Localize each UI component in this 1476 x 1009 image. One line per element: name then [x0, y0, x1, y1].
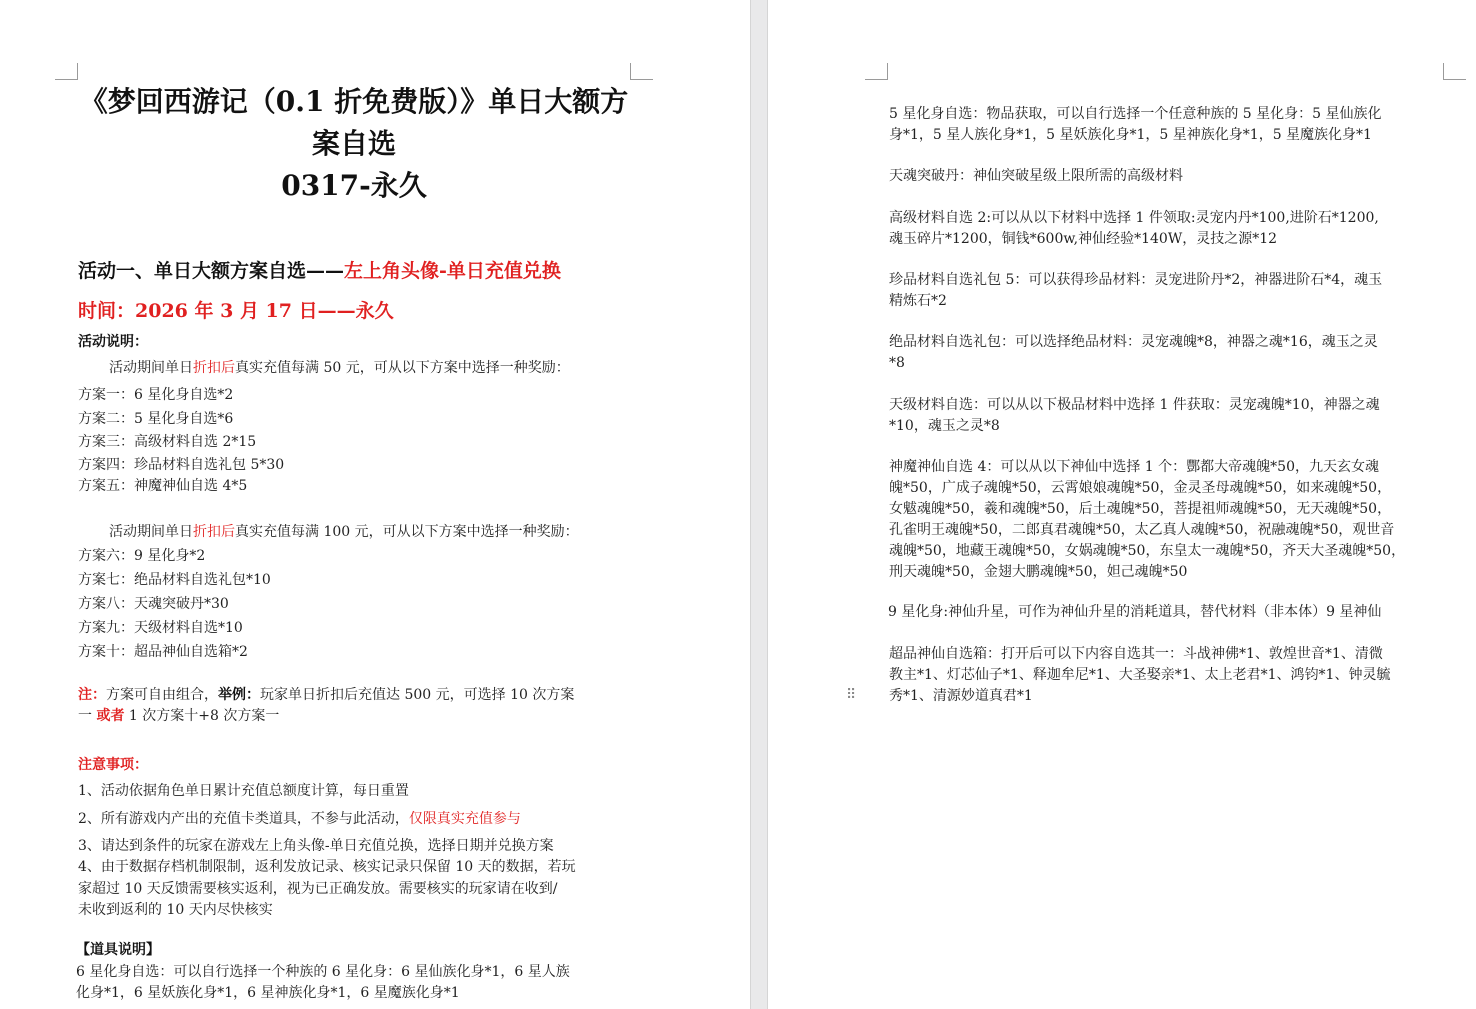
page-gutter	[750, 0, 768, 1009]
intro-50-b: 真实充值每满 50 元，可从以下方案中选择一种奖励：	[235, 360, 570, 376]
plan-item: 方案五：神魔神仙自选 4*5	[78, 478, 248, 494]
item-desc-cont: 化身*1，6 星妖族化身*1，6 星神族化身*1，6 星魔族化身*1	[76, 985, 460, 1001]
rule-item: 1、活动依据角色单日累计充值总额度计算，每日重置	[78, 783, 409, 799]
intro-100-b: 真实充值每满 100 元，可从以下方案中选择一种奖励：	[235, 524, 579, 540]
item-desc: 6 星化身自选：可以自行选择一个种族的 6 星化身：6 星仙族化身*1，6 星人族	[76, 964, 570, 980]
activity-time: 时间：2026 年 3 月 17 日——永久	[78, 300, 394, 322]
item-desc-cont: 魂玉碎片*1200，铜钱*600w,神仙经验*140W，灵技之源*12	[889, 231, 1278, 247]
plan-item: 方案二：5 星化身自选*6	[78, 411, 234, 427]
item-desc-cont: *8	[889, 355, 905, 371]
item-desc: 绝品材料自选礼包：可以选择绝品材料：灵宠魂魄*8，神器之魂*16，魂玉之灵	[889, 334, 1378, 350]
note-c2: 1 次方案十+8 次方案一	[124, 708, 280, 724]
crop-mark-top-left	[865, 63, 888, 80]
note-c1: 一	[78, 708, 97, 724]
activity-desc-label: 活动说明：	[78, 334, 148, 350]
rule-item	[78, 809, 521, 829]
plan-item: 方案八：天魂突破丹*30	[78, 596, 229, 612]
note-or: 或者	[96, 708, 125, 724]
intro-50-a: 活动期间单日	[109, 360, 193, 376]
note-label: 注：	[78, 687, 106, 703]
item-desc-cont: 魂魄*50，地藏王魂魄*50，女娲魂魄*50，东皇太一魂魄*50，齐天大圣魂魄*50，	[889, 543, 1406, 559]
rule-item-cont: 未收到返利的 10 天内尽快核实	[78, 902, 273, 918]
note-b: 玩家单日折扣后充值达 500 元，可选择 10 次方案	[260, 687, 575, 703]
doc-title-line-1: 《梦回西游记（0.1 折免费版）》单日大额方	[79, 85, 629, 118]
item-desc-cont: *10，魂玉之灵*8	[889, 418, 1000, 434]
attention-label: 注意事项：	[78, 757, 148, 773]
intro-100	[109, 522, 579, 542]
crop-mark-top-right	[1443, 63, 1466, 80]
doc-title-line-3: 0317-永久	[281, 169, 427, 202]
item-desc: 5 星化身自选：物品获取，可以自行选择一个任意种族的 5 星化身：5 星仙族化	[889, 106, 1382, 122]
note-a: 方案可自由组合，	[106, 687, 218, 703]
item-desc-cont: 孔雀明王魂魄*50，二郎真君魂魄*50，太乙真人魂魄*50，祝融魂魄*50，观世音	[889, 522, 1395, 538]
plan-item: 方案七：绝品材料自选礼包*10	[78, 572, 271, 588]
plan-item: 方案四：珍品材料自选礼包 5*30	[78, 457, 285, 473]
item-desc: 超品神仙自选箱：打开后可以下内容自选其一：斗战神佛*1、敦煌世音*1、清微	[889, 646, 1383, 662]
crop-mark-top-left	[55, 63, 78, 80]
item-desc: 9 星化身:神仙升星，可作为神仙升星的消耗道具，替代材料（非本体）9 星神仙	[888, 604, 1382, 620]
item-desc: 天级材料自选：可以从以下极品材料中选择 1 件获取：灵宠魂魄*10，神器之魂	[889, 397, 1380, 413]
plan-item: 方案九：天级材料自选*10	[78, 620, 243, 636]
item-desc: 珍品材料自选礼包 5：可以获得珍品材料：灵宠进阶丹*2，神器进阶石*4，魂玉	[889, 272, 1383, 288]
doc-title-line-2: 案自选	[311, 127, 396, 160]
activity-heading-location: 左上角头像-单日充值兑换	[344, 260, 561, 282]
rule-2-a: 2、所有游戏内产出的充值卡类道具，不参与此活动，	[78, 811, 409, 827]
rule-item: 4、由于数据存档机制限制，返利发放记录、核实记录只保留 10 天的数据，若玩	[78, 859, 576, 875]
note-line-1	[78, 685, 574, 705]
intro-50-discount: 折扣后	[193, 360, 235, 376]
item-desc: 神魔神仙自选 4：可以从以下神仙中选择 1 个：酆都大帝魂魄*50，九天玄女魂	[889, 459, 1379, 475]
note-example-label: 举例：	[218, 687, 260, 703]
activity-heading	[78, 258, 561, 284]
plan-item: 方案十：超品神仙自选箱*2	[78, 644, 248, 660]
item-desc-cont: 魄*50，广成子魂魄*50，云霄娘娘魂魄*50，金灵圣母魂魄*50，如来魂魄*50，	[889, 480, 1392, 496]
activity-heading-main: 活动一、单日大额方案自选——	[78, 260, 345, 282]
item-desc-cont: 女魃魂魄*50，羲和魂魄*50，后土魂魄*50，菩提祖师魂魄*50，无天魂魄*50，	[889, 501, 1392, 517]
intro-100-discount: 折扣后	[193, 524, 235, 540]
drag-handle-icon[interactable]: ⠿	[846, 687, 857, 703]
rule-2-red: 仅限真实充值参与	[408, 811, 521, 827]
item-desc-cont: 刑天魂魄*50，金翅大鹏魂魄*50，妲己魂魄*50	[889, 564, 1188, 580]
item-desc-cont: 身*1，5 星人族化身*1，5 星妖族化身*1，5 星神族化身*1，5 星魔族化身*1	[889, 127, 1372, 143]
intro-100-a: 活动期间单日	[109, 524, 193, 540]
rule-item-cont: 家超过 10 天反馈需要核实返利，视为已正确发放。需要核实的玩家请在收到/	[78, 881, 558, 897]
note-line-2	[78, 706, 279, 726]
rule-item: 3、请达到条件的玩家在游戏左上角头像-单日充值兑换，选择日期并兑换方案	[78, 838, 554, 854]
plan-item: 方案六：9 星化身*2	[78, 548, 206, 564]
plan-item: 方案一：6 星化身自选*2	[78, 387, 234, 403]
item-desc-cont: 教主*1、灯芯仙子*1、释迦牟尼*1、大圣娶亲*1、太上老君*1、鸿钧*1、钟灵毓	[889, 667, 1391, 683]
items-heading: 【道具说明】	[76, 942, 160, 958]
item-desc: 高级材料自选 2:可以从以下材料中选择 1 件领取:灵宠内丹*100,进阶石*1200,	[889, 210, 1379, 226]
item-desc: 天魂突破丹：神仙突破星级上限所需的高级材料	[889, 168, 1183, 184]
crop-mark-top-right	[630, 63, 653, 80]
item-desc-cont: 精炼石*2	[889, 293, 947, 309]
intro-50	[109, 358, 570, 378]
document-page-right[interactable]	[768, 0, 1476, 1009]
plan-item: 方案三：高级材料自选 2*15	[78, 434, 257, 450]
item-desc-cont: 秀*1、清源妙道真君*1	[889, 688, 1033, 704]
